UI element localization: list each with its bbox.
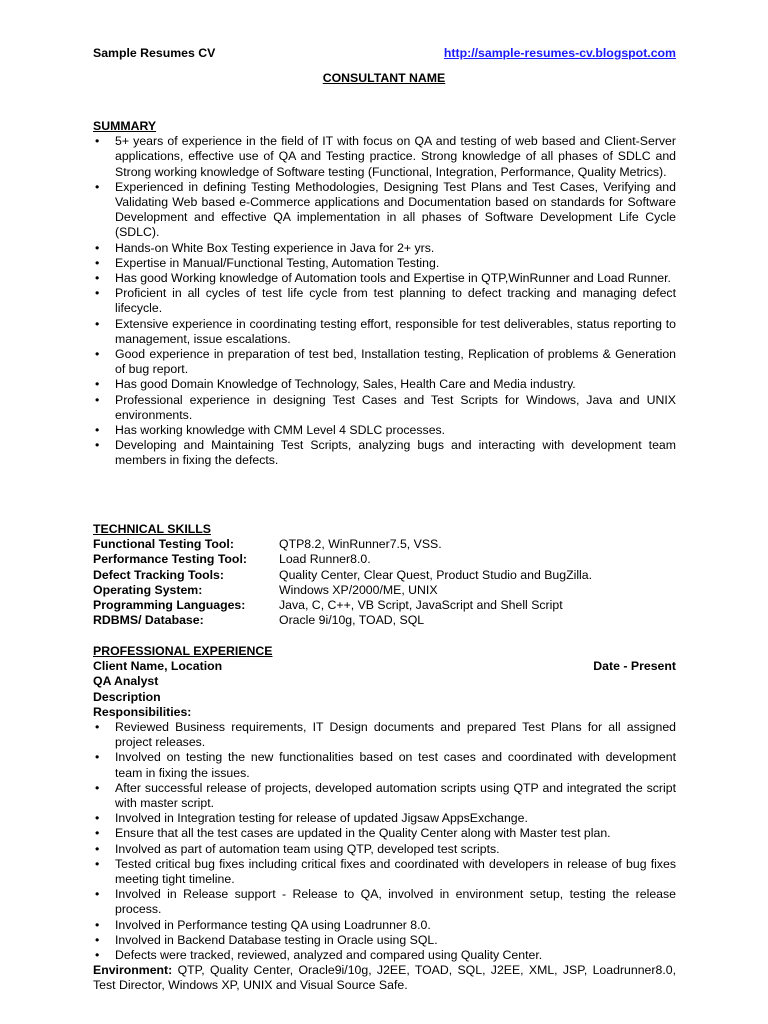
description-label: Description <box>93 689 161 704</box>
environment-label: Environment: <box>93 963 173 978</box>
list-item: • Reviewed Business requirements, IT Design documents and prepared Test Plans for all assigned project releases. <box>95 720 676 750</box>
list-item: • Expertise in Manual/Functional Testing, Automation Testing. <box>95 255 440 270</box>
summary-list <box>93 134 676 468</box>
skill-label: Operating System: <box>93 582 203 597</box>
experience-section <box>93 644 676 994</box>
skill-row <box>93 583 676 598</box>
bullet-icon: • <box>95 438 100 453</box>
list-item: • Tested critical bug fixes including critical fixes and coordinated with developers in release of bug fixes meeting tight timeline. <box>95 856 676 887</box>
bullet-icon: • <box>95 856 100 871</box>
skill-label: Functional Testing Tool: <box>93 537 234 552</box>
bullet-icon: • <box>95 377 100 392</box>
list-item: • 5+ years of experience in the field of IT with focus on QA and testing of web based and Client-Server applications, effective use of QA and Testing practice. Strong knowledge of all phases of SDLC and Strong working knowledge of Software testing (Functional, Integration, Performance, Quality Metrics). <box>95 134 676 179</box>
bullet-icon: • <box>95 948 100 963</box>
list-item: • Experienced in defining Testing Methodologies, Designing Test Plans and Test Cases, Verifying and Validating Web based e-Commerce applications and Documentation based on standards for Software Development and effective QA implementation in all phases of Software Development Life Cycle (SDLC). <box>95 179 676 240</box>
list-item: • Ensure that all the test cases are updated in the Quality Center along with Master test plan. <box>95 826 611 841</box>
bullet-icon: • <box>95 720 100 735</box>
list-item: • Involved in Backend Database testing in Oracle using SQL. <box>95 932 438 947</box>
summary-section <box>93 119 676 469</box>
bullet-icon: • <box>95 826 100 841</box>
bullet-icon: • <box>95 887 100 902</box>
bullet-icon: • <box>95 780 100 795</box>
bullet-icon: • <box>95 271 100 286</box>
skill-row <box>93 568 676 583</box>
experience-title: PROFESSIONAL EXPERIENCE <box>93 644 273 658</box>
skill-value: Oracle 9i/10g, TOAD, SQL <box>279 613 425 628</box>
bullet-icon: • <box>95 134 100 149</box>
page-header <box>93 46 676 62</box>
skill-label: Performance Testing Tool: <box>93 552 247 567</box>
list-item: • Hands-on White Box Testing experience in Java for 2+ yrs. <box>95 240 435 255</box>
site-name: Sample Resumes CV <box>93 46 216 60</box>
site-url-link[interactable]: http://sample-resumes-cv.blogspot.com <box>443 46 676 60</box>
list-item: • Defects were tracked, reviewed, analyzed and compared using Quality Center. <box>95 948 543 963</box>
skill-value: Quality Center, Clear Quest, Product Studio and BugZilla. <box>279 567 593 582</box>
summary-title: SUMMARY <box>93 119 157 133</box>
skill-row <box>93 537 676 552</box>
list-item: • Involved in Integration testing for release of updated Jigsaw AppsExchange. <box>95 811 528 826</box>
bullet-icon: • <box>95 255 100 270</box>
skill-value: QTP8.2, WinRunner7.5, VSS. <box>279 537 442 552</box>
bullet-icon: • <box>95 917 100 932</box>
bullet-icon: • <box>95 286 100 301</box>
bullet-icon: • <box>95 811 100 826</box>
responsibilities-list <box>93 720 676 963</box>
skill-row <box>93 552 676 567</box>
skill-row <box>93 613 676 628</box>
job-role: QA Analyst <box>93 674 159 689</box>
bullet-icon: • <box>95 316 100 331</box>
list-item: • Professional experience in designing Test Cases and Test Scripts for Windows, Java and UNIX environments. <box>95 392 676 422</box>
list-item: • Good experience in preparation of test bed, Installation testing, Replication of problems & Generation of bug report. <box>95 347 676 377</box>
client-name: Client Name, Location <box>93 659 223 674</box>
list-item: • Proficient in all cycles of test life cycle from test planning to defect tracking and managing defect lifecycle. <box>95 286 676 316</box>
bullet-icon: • <box>95 841 100 856</box>
skill-value: Java, C, C++, VB Script, JavaScript and Shell Script <box>279 598 563 613</box>
list-item: • Involved as part of automation team using QTP, developed test scripts. <box>95 841 500 856</box>
bullet-icon: • <box>95 932 100 947</box>
list-item: • Extensive experience in coordinating testing effort, responsible for test deliverables, status reporting to management, issue escalations. <box>95 316 676 346</box>
bullet-icon: • <box>95 750 100 765</box>
list-item: • Involved on testing the new functionalities based on test cases and coordinated with development team in fixing the issues. <box>95 750 676 780</box>
list-item: • Involved in Performance testing QA using Loadrunner 8.0. <box>95 917 431 932</box>
list-item: • Has working knowledge with CMM Level 4 SDLC processes. <box>95 423 446 438</box>
skill-label: RDBMS/ Database: <box>93 613 204 628</box>
skill-row <box>93 598 676 613</box>
client-row <box>93 659 676 674</box>
environment-value: QTP, Quality Center, Oracle9i/10g, J2EE, TOAD, SQL, J2EE, XML, JSP, Loadrunner8.0, Test Director, Windows XP, UNIX and Visual Source Safe. <box>93 963 676 993</box>
skill-value: Windows XP/2000/ME, UNIX <box>279 582 438 597</box>
environment-line <box>93 963 676 993</box>
bullet-icon: • <box>95 347 100 362</box>
skill-value: Load Runner8.0. <box>279 552 371 567</box>
skill-label: Defect Tracking Tools: <box>93 567 224 582</box>
responsibilities-label: Responsibilities: <box>93 704 192 719</box>
list-item: • After successful release of projects, developed automation scripts using QTP and integrated the script with master script. <box>95 780 676 811</box>
skill-label: Programming Languages: <box>93 598 246 613</box>
list-item: • Developing and Maintaining Test Scripts, analyzing bugs and interacting with development team members in fixing the defects. <box>95 438 676 468</box>
list-item: • Has good Domain Knowledge of Technology, Sales, Health Care and Media industry. <box>95 377 576 392</box>
consultant-name: CONSULTANT NAME <box>322 71 446 85</box>
bullet-icon: • <box>95 392 100 407</box>
technical-skills-section <box>93 522 676 628</box>
technical-skills-title: TECHNICAL SKILLS <box>93 522 211 536</box>
list-item: • Involved in Release support - Release to QA, involved in environment setup, testing the release process. <box>95 887 676 917</box>
bullet-icon: • <box>95 179 100 194</box>
employment-date: Date - Present <box>593 659 676 674</box>
list-item: • Has good Working knowledge of Automation tools and Expertise in QTP,WinRunner and Load Runner. <box>95 271 671 286</box>
bullet-icon: • <box>95 423 100 438</box>
bullet-icon: • <box>95 240 100 255</box>
